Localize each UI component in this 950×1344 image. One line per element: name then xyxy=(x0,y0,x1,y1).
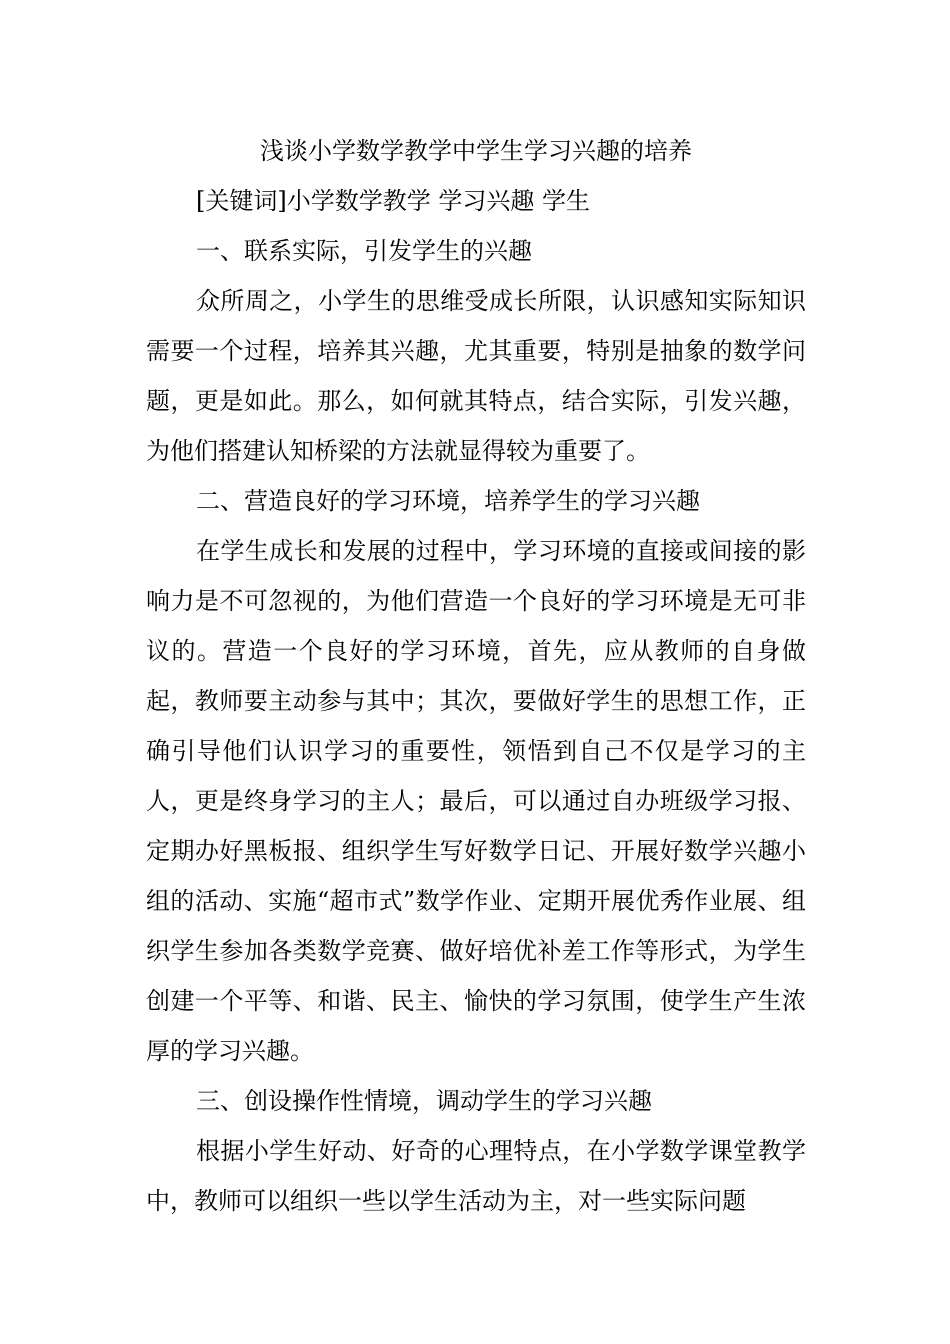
document-page xyxy=(146,126,806,1226)
section-1-heading: 一、联系实际，引发学生的兴趣 xyxy=(196,237,532,265)
section-1-paragraph: 众所周之，小学生的思维受成长所限，认识感知实际知识需要一个过程，培养其兴趣，尤其重要，特别是抽象的数学问题，更是如此。那么，如何就其特点，结合实际，引发兴趣，为他们搭建认知桥梁的方法就显得较为重要了。 xyxy=(146,287,806,465)
section-3-paragraph: 根据小学生好动、好奇的心理特点，在小学数学课堂教学中，教师可以组织一些以学生活动为主，对一些实际问题 xyxy=(146,1137,806,1215)
section-3-heading: 三、创设操作性情境，调动学生的学习兴趣 xyxy=(196,1087,652,1115)
keywords-line: [关键词]小学数学教学 学习兴趣 学生 xyxy=(196,187,590,215)
section-2-heading: 二、营造良好的学习环境，培养学生的学习兴趣 xyxy=(196,487,700,515)
section-2-paragraph: 在学生成长和发展的过程中，学习环境的直接或间接的影响力是不可忽视的，为他们营造一个良好的学习环境是无可非议的。营造一个良好的学习环境，首先，应从教师的自身做起，教师要主动参与其中；其次，要做好学生的思想工作，正确引导他们认识学习的重要性，领悟到自己不仅是学习的主人，更是终身学习的主人；最后，可以通过自办班级学习报、定期办好黑板报、组织学生写好数学日记、开展好数学兴趣小组的活动、实施“超市式”数学作业、定期开展优秀作业展、组织学生参加各类数学竞赛、做好培优补差工作等形式，为学生创建一个平等、和谐、民主、愉快的学习氛围，使学生产生浓厚的学习兴趣。 xyxy=(146,537,806,1065)
document-title: 浅谈小学数学教学中学生学习兴趣的培养 xyxy=(260,137,692,165)
